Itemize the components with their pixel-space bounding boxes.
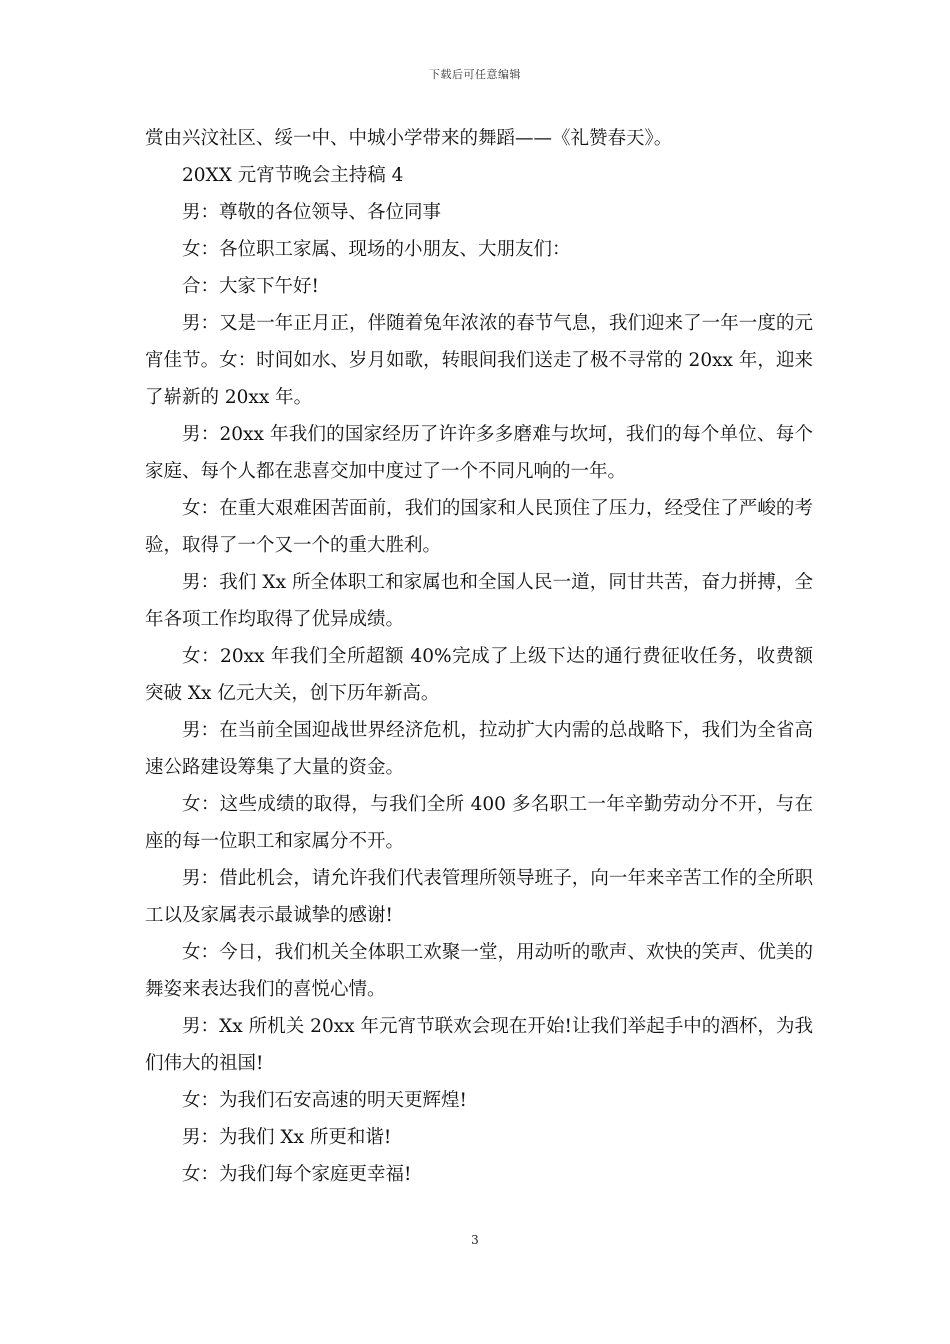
paragraph: 女：20xx 年我们全所超额 40%完成了上级下达的通行费征收任务，收费额突破 Xx 亿元大关，创下历年新高。 — [145, 646, 813, 704]
paragraph: 男：Xx 所机关 20xx 年元宵节联欢会现在开始!让我们举起手中的酒杯，为我们伟大的祖国! — [145, 1016, 813, 1074]
paragraph: 男：尊敬的各位领导、各位同事 — [182, 202, 442, 223]
paragraph: 合：大家下午好! — [182, 276, 319, 297]
body-text — [145, 120, 813, 1193]
header-note: 下载后可任意编辑 — [429, 68, 521, 81]
paragraph: 男：在当前全国迎战世界经济危机，拉动扩大内需的总战略下，我们为全省高速公路建设筹集了大量的资金。 — [145, 720, 813, 778]
paragraph: 女：为我们每个家庭更幸福! — [182, 1164, 412, 1185]
paragraph: 女：在重大艰难困苦面前，我们的国家和人民顶住了压力，经受住了严峻的考验，取得了一个又一个的重大胜利。 — [145, 498, 813, 556]
section-heading: 20XX 元宵节晚会主持稿 4 — [182, 165, 404, 186]
paragraph: 男：为我们 Xx 所更和谐! — [182, 1127, 392, 1148]
paragraph: 男：又是一年正月正，伴随着兔年浓浓的春节气息，我们迎来了一年一度的元宵佳节。女：时间如水、岁月如歌，转眼间我们送走了极不寻常的 20xx 年，迎来了崭新的 20xx 年。 — [145, 313, 813, 408]
paragraph-continuation: 赏由兴汶社区、绥一中、中城小学带来的舞蹈——《礼赞春天》。 — [145, 128, 673, 149]
paragraph: 女：今日，我们机关全体职工欢聚一堂，用动听的歌声、欢快的笑声、优美的舞姿来表达我们的喜悦心情。 — [145, 942, 813, 1000]
paragraph: 女：各位职工家属、现场的小朋友、大朋友们： — [182, 239, 571, 260]
paragraph: 男：借此机会，请允许我们代表管理所领导班子，向一年来辛苦工作的全所职工以及家属表示最诚挚的感谢! — [145, 868, 813, 926]
paragraph: 男：20xx 年我们的国家经历了许许多多磨难与坎坷，我们的每个单位、每个家庭、每个人都在悲喜交加中度过了一个不同凡响的一年。 — [145, 424, 813, 482]
paragraph: 女：为我们石安高速的明天更辉煌! — [182, 1090, 467, 1111]
paragraph: 男：我们 Xx 所全体职工和家属也和全国人民一道，同甘共苦，奋力拼搏，全年各项工作均取得了优异成绩。 — [145, 572, 813, 630]
paragraph: 女：这些成绩的取得，与我们全所 400 多名职工一年辛勤劳动分不开，与在座的每一位职工和家属分不开。 — [145, 794, 813, 852]
page-number: 3 — [471, 1233, 479, 1247]
